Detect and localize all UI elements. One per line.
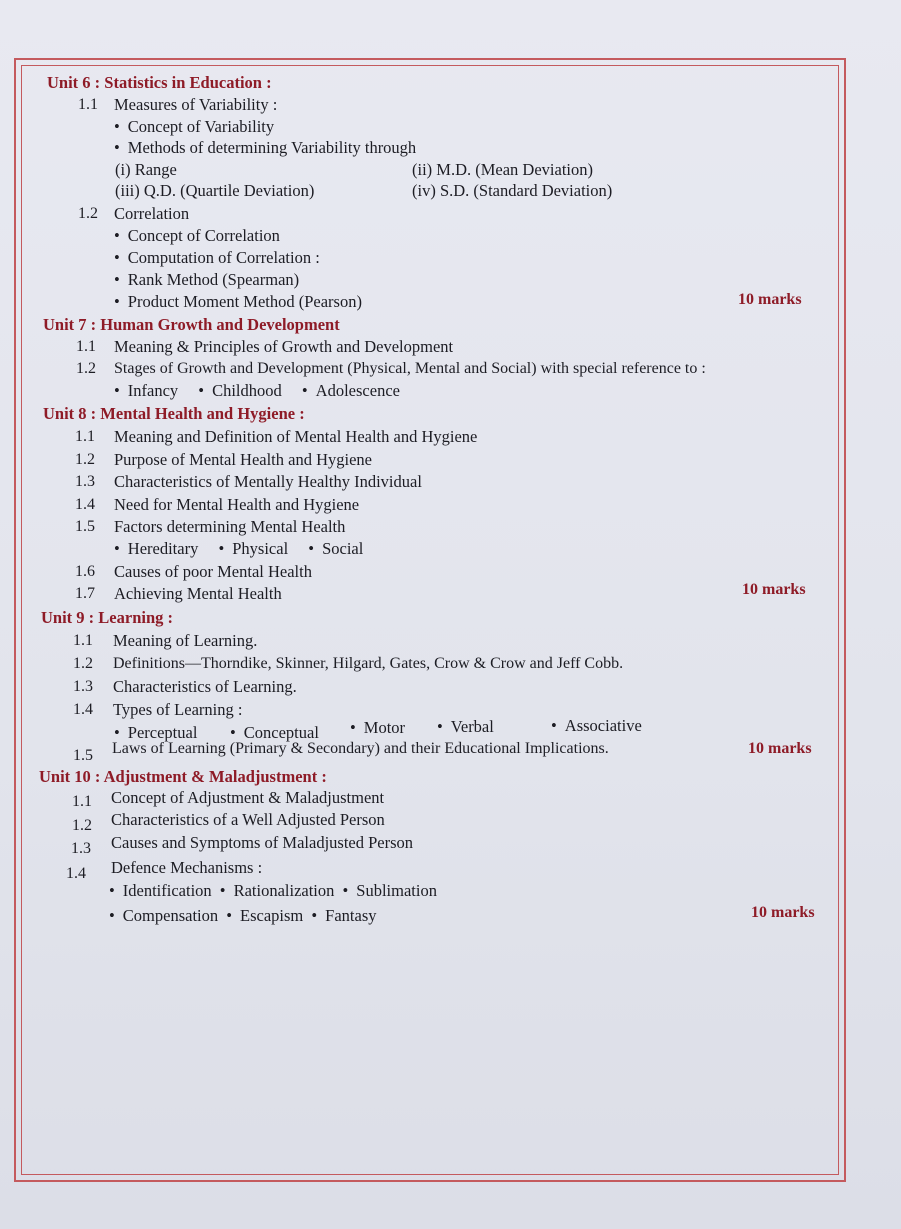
section-number: 1.2: [75, 451, 95, 468]
bullet-item: • Adolescence: [302, 381, 400, 400]
bullet-item: • Escapism: [226, 906, 303, 925]
section-title: Definitions—Thorndike, Skinner, Hilgard, Gates, Crow & Crow and Jeff Cobb.: [113, 655, 624, 672]
section-title: Defence Mechanisms :: [111, 858, 263, 877]
bullet-item: • Associative: [551, 716, 642, 736]
section-number: 1.2: [73, 655, 93, 672]
bullet-row: [114, 381, 400, 401]
section-number: 1.1: [78, 96, 98, 113]
bullet-item: • Methods of determining Variability through: [114, 138, 416, 158]
section-title: Characteristics of Mentally Healthy Individual: [114, 472, 422, 491]
section-number: 1.1: [73, 632, 93, 649]
bullet-item: • Childhood: [198, 381, 281, 400]
bullet-item: • Motor: [350, 718, 405, 738]
bullet-item: • Perceptual: [114, 723, 197, 743]
unit-7-title: Unit 7 : Human Growth and Development: [43, 315, 340, 334]
section-title: Achieving Mental Health: [114, 584, 282, 603]
bullet-item: • Rank Method (Spearman): [114, 270, 299, 290]
section-number: 1.2: [78, 205, 98, 222]
bullet-item: • Computation of Correlation :: [114, 248, 320, 268]
section-title: Causes and Symptoms of Maladjusted Person: [111, 833, 414, 852]
bullet-item: • Social: [308, 539, 363, 558]
section-title: Stages of Growth and Development (Physical, Mental and Social) with special reference to :: [114, 360, 706, 377]
section-number: 1.6: [75, 563, 95, 580]
bullet-item: • Concept of Correlation: [114, 226, 280, 246]
bullet-item: • Sublimation: [343, 881, 437, 900]
section-title: Meaning of Learning.: [113, 631, 258, 650]
section-title: Meaning and Definition of Mental Health and Hygiene: [114, 427, 478, 446]
bullet-item: • Concept of Variability: [114, 117, 274, 137]
bullet-item: • Physical: [218, 539, 288, 558]
bullet-item: • Compensation: [109, 906, 218, 925]
section-title: Concept of Adjustment & Maladjustment: [111, 788, 385, 807]
unit-8-title: Unit 8 : Mental Health and Hygiene :: [43, 404, 305, 423]
section-title: Characteristics of a Well Adjusted Person: [111, 810, 385, 829]
section-number: 1.2: [76, 360, 96, 377]
section-title: Correlation: [114, 204, 190, 223]
section-number: 1.7: [75, 585, 95, 602]
bullet-item: • Identification: [109, 881, 212, 900]
bullet-row: [109, 881, 437, 901]
unit-6-title: Unit 6 : Statistics in Education :: [47, 73, 272, 92]
section-title: Characteristics of Learning.: [113, 677, 297, 696]
unit-10-title: Unit 10 : Adjustment & Maladjustment :: [39, 767, 327, 786]
section-number: 1.5: [73, 747, 93, 764]
section-number: 1.2: [72, 817, 92, 834]
section-number: 1.1: [72, 793, 92, 810]
section-title: Causes of poor Mental Health: [114, 562, 312, 581]
section-number: 1.3: [75, 473, 95, 490]
unit-9-marks: 10 marks: [748, 740, 812, 757]
unit-6-marks: 10 marks: [738, 291, 802, 308]
section-title: Need for Mental Health and Hygiene: [114, 495, 360, 514]
section-number: 1.1: [76, 338, 96, 355]
bullet-item: • Fantasy: [311, 906, 376, 925]
option-iii: (iii) Q.D. (Quartile Deviation): [115, 181, 315, 200]
section-title: Meaning & Principles of Growth and Development: [114, 337, 454, 356]
section-number: 1.3: [71, 840, 91, 857]
bullet-item: • Infancy: [114, 381, 178, 400]
section-title: Factors determining Mental Health: [114, 517, 346, 536]
unit-8-marks: 10 marks: [742, 581, 806, 598]
bullet-item: • Verbal: [437, 717, 494, 737]
section-title: Measures of Variability :: [114, 95, 278, 114]
option-i: (i) Range: [115, 160, 177, 179]
option-ii: (ii) M.D. (Mean Deviation): [412, 160, 593, 179]
option-iv: (iv) S.D. (Standard Deviation): [412, 181, 613, 200]
bullet-row: [109, 906, 377, 926]
bullet-row: [114, 539, 363, 559]
unit-10-marks: 10 marks: [751, 904, 815, 921]
section-number: 1.5: [75, 518, 95, 535]
bullet-item: • Hereditary: [114, 539, 198, 558]
section-title: Types of Learning :: [113, 700, 243, 719]
section-number: 1.4: [75, 496, 95, 513]
unit-9-title: Unit 9 : Learning :: [41, 608, 173, 627]
section-number: 1.4: [73, 701, 93, 718]
section-number: 1.3: [73, 678, 93, 695]
bullet-item: • Rationalization: [220, 881, 335, 900]
section-number: 1.1: [75, 428, 95, 445]
section-title: Purpose of Mental Health and Hygiene: [114, 450, 372, 469]
bullet-item: • Conceptual: [230, 723, 319, 743]
bullet-item: • Product Moment Method (Pearson): [114, 292, 362, 312]
section-title: Laws of Learning (Primary & Secondary) and their Educational Implications.: [112, 740, 609, 757]
section-number: 1.4: [66, 865, 86, 882]
